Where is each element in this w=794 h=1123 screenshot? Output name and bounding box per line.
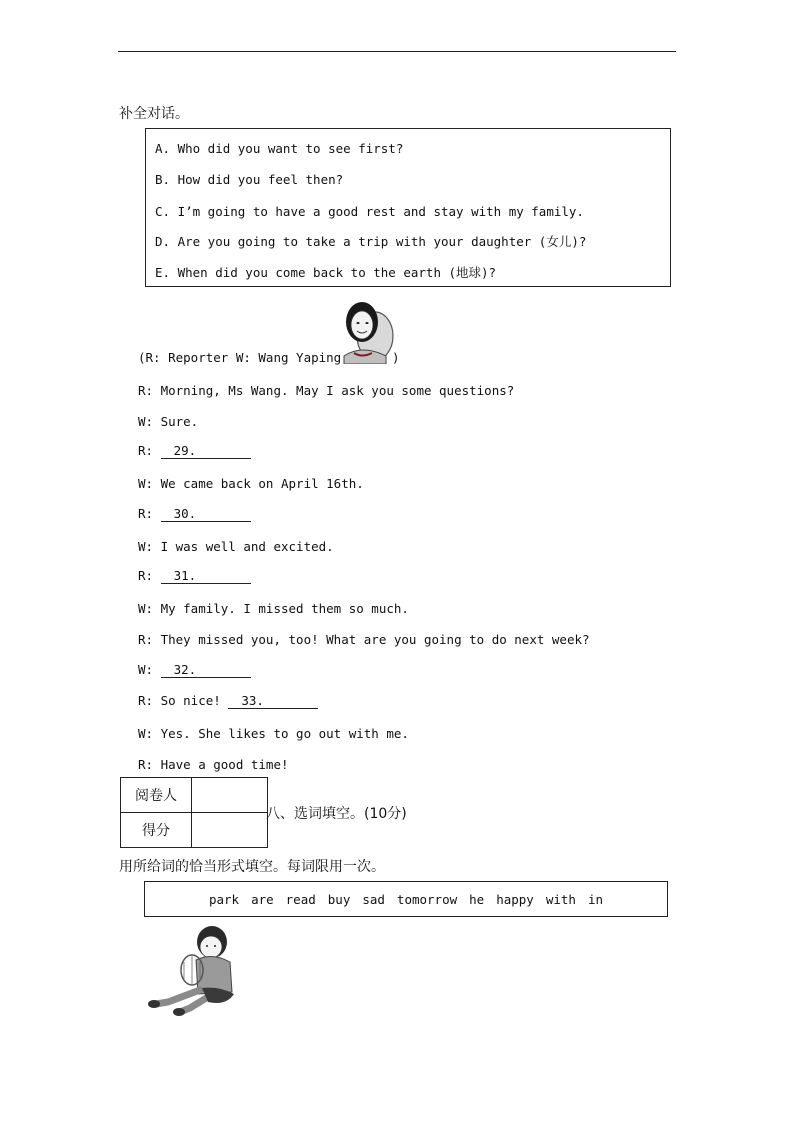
dialogue-line-12: W: Yes. She likes to go out with me. [138, 726, 409, 741]
astronaut-portrait [340, 298, 395, 364]
speaker-label: R: [138, 506, 154, 521]
dialogue-line-4: W: We came back on April 16th. [138, 476, 364, 491]
word-bank-item: buy [327, 891, 351, 907]
speaker-label: R: [138, 443, 154, 458]
dialogue-line-6: W: I was well and excited. [138, 539, 334, 554]
section-intro: 补全对话。 [119, 106, 189, 122]
options-box [145, 128, 671, 287]
instruction: 用所给词的恰当形式填空。每词限用一次。 [119, 859, 385, 875]
dialogue-line-1: R: Morning, Ms Wang. May I ask you some questions? [138, 383, 515, 398]
speaker-label: R: [138, 568, 154, 583]
option-b: B. How did you feel then? [155, 172, 344, 187]
header-rule [118, 51, 676, 52]
dialogue-line-5 [138, 506, 251, 522]
dialogue-line-7 [138, 568, 251, 584]
speaker-label: W: [138, 662, 154, 677]
roles-legend: (R: Reporter W: Wang Yaping [138, 350, 342, 365]
answer-blank-33[interactable]: 33. [228, 694, 318, 709]
dialogue-line-10 [138, 662, 251, 678]
option-d: D. Are you going to take a trip with your daughter (女儿)? [155, 234, 587, 249]
word-bank-item: he [469, 891, 485, 907]
answer-blank-31[interactable]: 31. [161, 569, 251, 584]
section-title: 八、选词填空。(10分) [266, 806, 407, 822]
word-bank-item: park [208, 891, 240, 907]
dialogue-line-3 [138, 443, 251, 459]
word-bank-item: in [587, 891, 604, 907]
word-bank-item: tomorrow [396, 891, 458, 907]
score-table [120, 777, 268, 848]
word-bank [144, 881, 668, 917]
word-bank-item: are [251, 891, 274, 907]
roles-legend-close: ) [392, 350, 400, 365]
speaker-text: R: So nice! [138, 693, 221, 708]
option-e: E. When did you come back to the earth (地球)? [155, 265, 497, 280]
reviewer-label: 阅卷人 [121, 778, 192, 813]
answer-blank-29[interactable]: 29. [161, 444, 251, 459]
boy-with-birdcage-illustration [146, 922, 246, 1018]
score-cell[interactable] [192, 813, 268, 848]
option-a: A. Who did you want to see first? [155, 141, 404, 156]
answer-blank-32[interactable]: 32. [161, 663, 251, 678]
word-bank-item: with [545, 891, 576, 907]
word-bank-item: sad [362, 891, 385, 907]
reviewer-cell[interactable] [192, 778, 268, 813]
option-c: C. I’m going to have a good rest and stay with my family. [155, 204, 584, 219]
dialogue-line-11 [138, 693, 318, 709]
dialogue-line-9: R: They missed you, too! What are you going to do next week? [138, 632, 590, 647]
word-bank-item: read [285, 891, 316, 907]
word-bank-item: happy [496, 891, 534, 907]
score-label: 得分 [121, 813, 192, 848]
answer-blank-30[interactable]: 30. [161, 507, 251, 522]
dialogue-line-2: W: Sure. [138, 414, 199, 429]
dialogue-line-8: W: My family. I missed them so much. [138, 601, 409, 616]
dialogue-line-13: R: Have a good time! [138, 757, 289, 772]
